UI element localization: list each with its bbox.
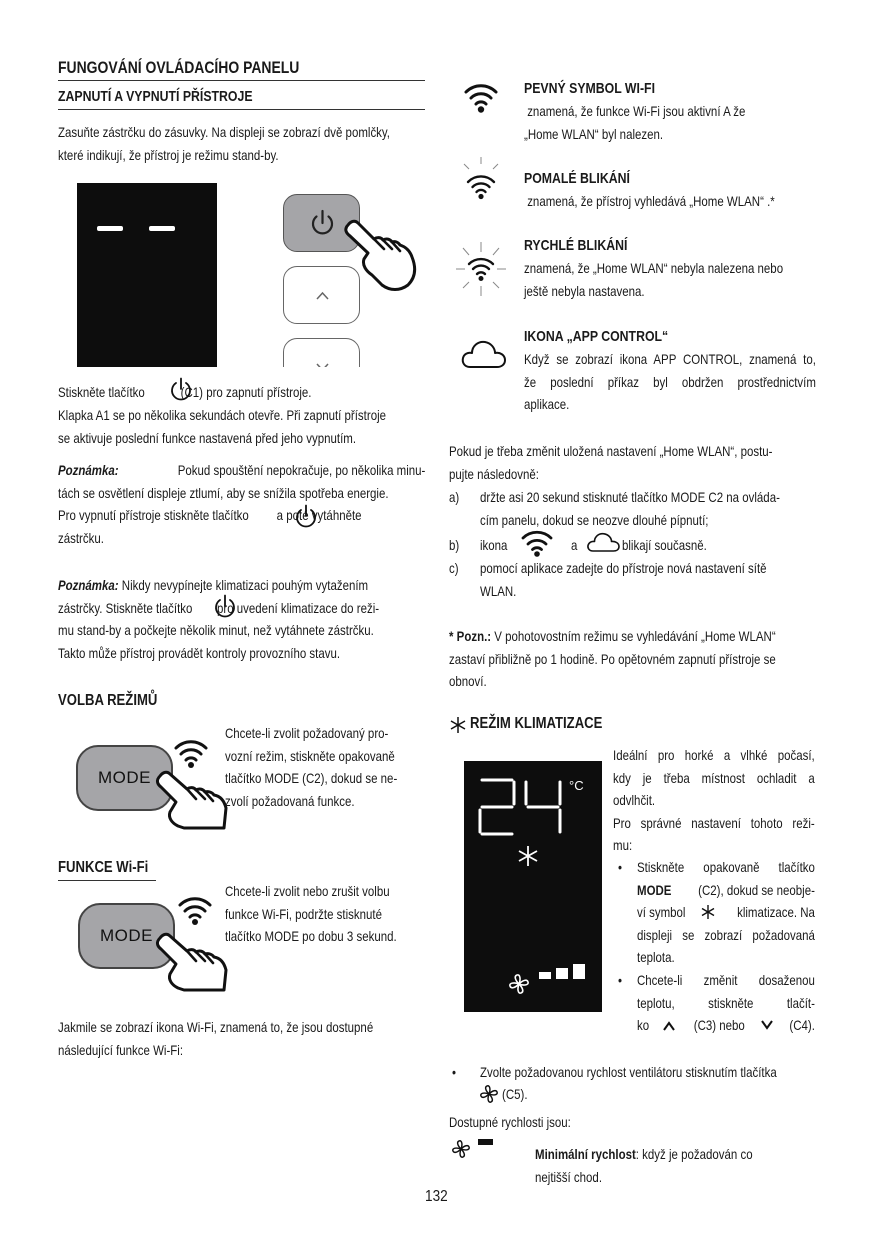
wifi-icon — [520, 528, 554, 558]
fan-bar-1 — [539, 972, 551, 979]
note-1: Poznámka: Pokud spouštění nepokračuje, po několika minu- tách se osvětlení displeje ztlumí, aby se snížila spotřeba energie. Pro vypnutí přístroje stiskněte tlačítko a poté vytáhněte zástrčku. — [58, 462, 426, 546]
chevron-down-icon — [760, 1018, 774, 1030]
speeds-label: Dostupné rychlosti jsou: — [449, 1114, 571, 1130]
cooling-text: Ideální pro horké a vlhké počasí, kdy je třeba místnost ochladit a odvlhčit. Pro správné nastavení tohoto reži- mu: — [613, 747, 815, 853]
wifi-fast-blink-icon — [455, 240, 507, 298]
power-icon — [169, 377, 193, 401]
snowflake-icon — [517, 845, 539, 867]
wifi-state-fast: RYCHLÉ BLIKÁNÍ znamená, že „Home WLAN“ nebyla nalezena nebo ještě nebyla nastavena. — [524, 237, 784, 299]
wifi-after-text: Jakmile se zobrazí ikona Wi-Fi, znamená to, že jsou dostupné následující funkce Wi-Fi: — [58, 1019, 374, 1058]
snowflake-icon — [449, 716, 467, 734]
fan-bar-2 — [556, 968, 568, 979]
fan-bar-3 — [573, 964, 585, 979]
section-title: FUNGOVÁNÍ OVLÁDACÍHO PANELU — [58, 58, 300, 77]
step-a-marker: a) — [449, 489, 460, 505]
snowflake-icon — [700, 904, 716, 920]
press-power-line: Stiskněte tlačítko (C1) pro zapnutí přístroje. — [58, 384, 312, 400]
bullet: • — [452, 1064, 457, 1080]
power-title: ZAPNUTÍ A VYPNUTÍ PŘÍSTROJE — [58, 88, 253, 105]
wifi-icon — [463, 80, 499, 114]
step-b-and: a — [571, 537, 578, 553]
fan-icon — [452, 1140, 470, 1158]
wifi-slow-blink-icon — [458, 156, 504, 202]
display-digit-2 — [477, 777, 517, 837]
wifi-state-app: IKONA „APP CONTROL“ Když se zobrazí ikona APP CONTROL, znamená to, že poslední příkaz byl obdržen prostřednictvím aplikace. — [524, 328, 816, 412]
cooling-bullet-1: Stiskněte opakovaně tlačítko MODE (C2), dokud se neobje- ví symbol klimatizace. Na displeji se zobrazí požadovaná teplota. — [637, 859, 815, 965]
fan-icon — [509, 974, 529, 994]
mode-title: VOLBA REŽIMŮ — [58, 692, 158, 709]
power-intro: Zasuňte zástrčku do zásuvky. Na displeji se zobrazí dvě pomlčky, které indikují, že přístroj je režimu stand-by. — [58, 124, 390, 163]
fan-speed-line-2: (C5). — [502, 1086, 528, 1102]
divider — [58, 109, 425, 110]
mode-button-wifi[interactable]: MODE — [78, 903, 175, 969]
hand-pointer-icon — [150, 768, 230, 830]
chevron-down-icon — [284, 339, 360, 367]
step-b-word: ikona — [480, 537, 508, 553]
cloud-icon — [586, 530, 622, 554]
wifi-icon — [177, 894, 213, 926]
step-a: držte asi 20 sekund stisknuté tlačítko MODE C2 na ovláda- cím panelu, dokud se neozve dlouhé pípnutí; — [480, 489, 780, 528]
step-c-marker: c) — [449, 560, 459, 576]
cooling-bullet-2: Chcete-li změnit dosaženou teplotu, stiskněte tlačít- ko (C3) nebo (C4). — [637, 972, 815, 1033]
change-settings: Pokud je třeba změnit uložená nastavení „Home WLAN“, postu- pujte následovně: — [449, 443, 773, 482]
page-number: 132 — [425, 1188, 448, 1205]
wifi-icon — [173, 737, 209, 769]
bullet: • — [618, 972, 623, 988]
step-b-marker: b) — [449, 537, 460, 553]
hand-pointer-icon — [150, 930, 230, 992]
min-speed: Minimální rychlost: když je požadován co nejtišší chod. — [535, 1146, 753, 1185]
wifi-state-solid: PEVNÝ SYMBOL WI-FI znamená, že funkce Wi-Fi jsou aktivní A že „Home WLAN“ byl nalezen. — [524, 80, 746, 142]
note-2: Poznámka: Nikdy nevypínejte klimatizaci pouhým vytažením zástrčky. Stiskněte tlačítko pro uvedení klimatizace do reži- mu stand-by a počkejte několik minut, než vytáhnete zástrčku. Takto může přístroj provádět kontroly provozního stavu. — [58, 577, 380, 661]
down-button-clip — [283, 338, 360, 367]
display-standby — [77, 183, 217, 367]
fan-bar-1 — [478, 1139, 493, 1145]
power-icon — [213, 594, 237, 618]
fan-icon — [480, 1085, 498, 1103]
mode-text: Chcete-li zvolit požadovaný pro- vozní režim, stiskněte opakovaně tlačítko MODE (C2), dokud se ne- zvolí požadovaná funkce. — [225, 725, 398, 809]
hand-pointer-icon — [340, 215, 420, 293]
fan-speed-line-1: Zvolte požadovanou rychlost ventilátoru stisknutím tlačítka — [480, 1064, 777, 1080]
down-button[interactable] — [283, 338, 360, 367]
wifi-state-slow: POMALÉ BLIKÁNÍ znamená, že přístroj vyhledává „Home WLAN“ .* — [524, 170, 775, 209]
wifi-text: Chcete-li zvolit nebo zrušit volbu funkce Wi-Fi, podržte stisknuté tlačítko MODE po dobu 3 sekund. — [225, 883, 397, 944]
step-c: pomocí aplikace zadejte do přístroje nová nastavení sítě WLAN. — [480, 560, 767, 599]
divider — [58, 880, 156, 881]
step-b-end: blikají současně. — [622, 537, 707, 553]
mode-button[interactable]: MODE — [76, 745, 173, 811]
display-cooling — [464, 761, 602, 1012]
dash-left — [97, 226, 123, 231]
display-digit-4 — [523, 777, 563, 837]
wifi-title: FUNKCE Wi-Fi — [58, 859, 149, 876]
divider — [58, 80, 425, 81]
flap-text: Klapka A1 se po několika sekundách otevře. Při zapnutí přístroje se aktivuje poslední funkce nastavená před jeho vypnutím. — [58, 407, 387, 446]
cloud-icon — [460, 336, 508, 370]
cooling-title: REŽIM KLIMATIZACE — [470, 715, 603, 732]
dash-right — [149, 226, 175, 231]
chevron-up-icon — [662, 1020, 676, 1032]
footnote: * Pozn.: V pohotovostním režimu se vyhledávání „Home WLAN“ zastaví přibližně po 1 hodině. Po opětovném zapnutí přístroje se obnoví. — [449, 628, 776, 689]
bullet: • — [618, 859, 623, 875]
power-icon — [294, 504, 318, 528]
display-unit: °C — [569, 778, 584, 793]
